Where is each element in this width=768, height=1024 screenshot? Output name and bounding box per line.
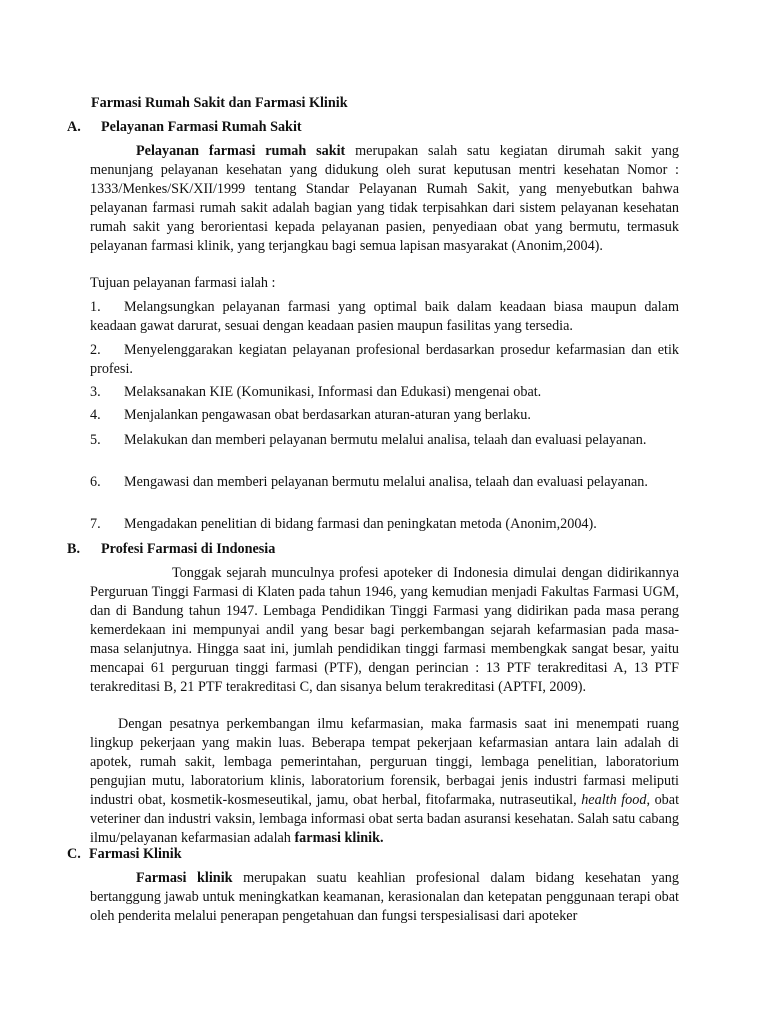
section-a-body: merupakan salah satu kegiatan dirumah sakit yang menunjang pelayanan kesehatan yang didukung oleh surat keputusan mentri kesehatan Nomor : 1333/Menkes/SK/XII/1999 tentang Standar Pelayanan Rumah Sakit, yang menyebutkan bahwa pelayanan farmasi rumah sakit adalah bagian yang tidak terpisahkan dari sistem pelayanan kesehatan rumah sakit yang berorientasi kepada pelayanan pasien, penyediaan obat yang bermutu, termasuk pelayanan farmasi klinik, yang terjangkau bagi semua lapisan masyarakat (Anonim,2004). bbox=[90, 143, 679, 254]
section-a-paragraph bbox=[90, 142, 679, 256]
document-title: Farmasi Rumah Sakit dan Farmasi Klinik bbox=[91, 95, 348, 111]
section-a-bold-term: Pelayanan farmasi rumah sakit bbox=[136, 143, 346, 159]
section-a-title: Pelayanan Farmasi Rumah Sakit bbox=[101, 119, 302, 135]
section-b-body-2b: , obat veteriner dan industri vaksin, lembaga informasi obat serta badan asuransi kesehatan. Salah satu cabang ilmu/pelayanan kefarmasian adalah bbox=[90, 792, 680, 846]
section-c-body: merupakan suatu keahlian profesional dalam bidang kesehatan yang bertanggung jawab untuk meningkatkan keamanan, kerasionalan dan ketepatan penggunaan terapi obat oleh penderita melalui penerapan pengetahuan dan fungsi terspesialisasi dari apoteker bbox=[90, 870, 679, 924]
list-item-text: Melakukan dan memberi pelayanan bermutu melalui analisa, telaah dan evaluasi pelayanan. bbox=[124, 432, 647, 448]
section-a-letter: A. bbox=[67, 119, 81, 135]
tujuan-intro: Tujuan pelayanan farmasi ialah : bbox=[90, 275, 276, 291]
section-b-italic-term: health food bbox=[581, 792, 647, 808]
list-item-number: 5. bbox=[90, 432, 101, 448]
section-c-bold-term: Farmasi klinik bbox=[136, 870, 233, 886]
list-item bbox=[90, 341, 679, 379]
section-c-heading bbox=[67, 845, 182, 864]
list-item-text: Menjalankan pengawasan obat berdasarkan aturan-aturan yang berlaku. bbox=[124, 407, 531, 423]
list-item bbox=[90, 431, 679, 450]
list-item bbox=[90, 473, 679, 492]
list-item-text: Melaksanakan KIE (Komunikasi, Informasi dan Edukasi) mengenai obat. bbox=[124, 384, 542, 400]
section-c-title: Farmasi Klinik bbox=[89, 846, 182, 862]
section-b-paragraph-2 bbox=[90, 715, 679, 848]
list-item-text: Mengadakan penelitian di bidang farmasi dan peningkatan metoda (Anonim,2004). bbox=[124, 516, 597, 532]
section-c-paragraph bbox=[90, 869, 679, 926]
list-item-number: 4. bbox=[90, 407, 101, 423]
list-item-number: 1. bbox=[90, 299, 101, 315]
section-b-heading bbox=[67, 540, 275, 559]
list-item-text: Melangsungkan pelayanan farmasi yang optimal baik dalam keadaan biasa maupun dalam keadaan gawat darurat, sesuai dengan keadaan pasien maupun fasilitas yang tersedia. bbox=[90, 299, 679, 334]
section-b-letter: B. bbox=[67, 541, 81, 557]
section-b-body-2a: Dengan pesatnya perkembangan ilmu kefarmasian, maka farmasis saat ini menempati ruang lingkup pekerjaan yang makin luas. Beberapa tempat pekerjaan kefarmasian antara lain adalah di apotek, rumah sakit, lembaga pemerintahan, perguruan tinggi, lembaga penelitian, laboratorium pengujian mutu, laboratorium klinis, laboratorium forensik, berbagai jenis industri farmasi meliputi industri obat, kosmetik-kosmeseutikal, jamu, obat herbal, fitofarmaka, nutraseutikal, bbox=[90, 716, 679, 808]
list-item-text: Menyelenggarakan kegiatan pelayanan profesional berdasarkan prosedur kefarmasian dan etik profesi. bbox=[90, 342, 679, 377]
list-item-number: 7. bbox=[90, 516, 101, 532]
section-b-title: Profesi Farmasi di Indonesia bbox=[101, 541, 276, 557]
section-a-heading bbox=[67, 118, 302, 137]
section-b-bold-term: farmasi klinik. bbox=[294, 830, 384, 846]
list-item bbox=[90, 383, 679, 402]
list-item-number: 6. bbox=[90, 474, 101, 490]
list-item-number: 2. bbox=[90, 342, 101, 358]
section-c-letter: C. bbox=[67, 846, 81, 862]
list-item bbox=[90, 406, 679, 425]
list-item-number: 3. bbox=[90, 384, 101, 400]
list-item bbox=[90, 515, 679, 534]
section-b-paragraph-1 bbox=[90, 564, 679, 697]
list-item bbox=[90, 298, 679, 336]
list-item-text: Mengawasi dan memberi pelayanan bermutu melalui analisa, telaah dan evaluasi pelayanan. bbox=[124, 474, 648, 490]
section-b-body-1: Tonggak sejarah munculnya profesi apoteker di Indonesia dimulai dengan didirikannya Perguruan Tinggi Farmasi di Klaten pada tahun 1946, yang kemudian menjadi Fakultas Farmasi UGM, dan di Bandung tahun 1947. Lembaga Pendidikan Tinggi Farmasi yang didirikan pada masa perang kemerdekaan ini mempunyai andil yang besar bagi perkembangan sejarah kefarmasian pada masa-masa selanjutnya. Hingga saat ini, jumlah pendidikan tinggi farmasi membengkak sangat besar, yaitu mencapai 61 perguruan tinggi farmasi (PTF), dengan perincian : 13 PTF terakreditasi A, 13 PTF terakreditasi B, 21 PTF terakreditasi C, dan sisanya belum terakreditasi (APTFI, 2009). bbox=[90, 565, 679, 695]
